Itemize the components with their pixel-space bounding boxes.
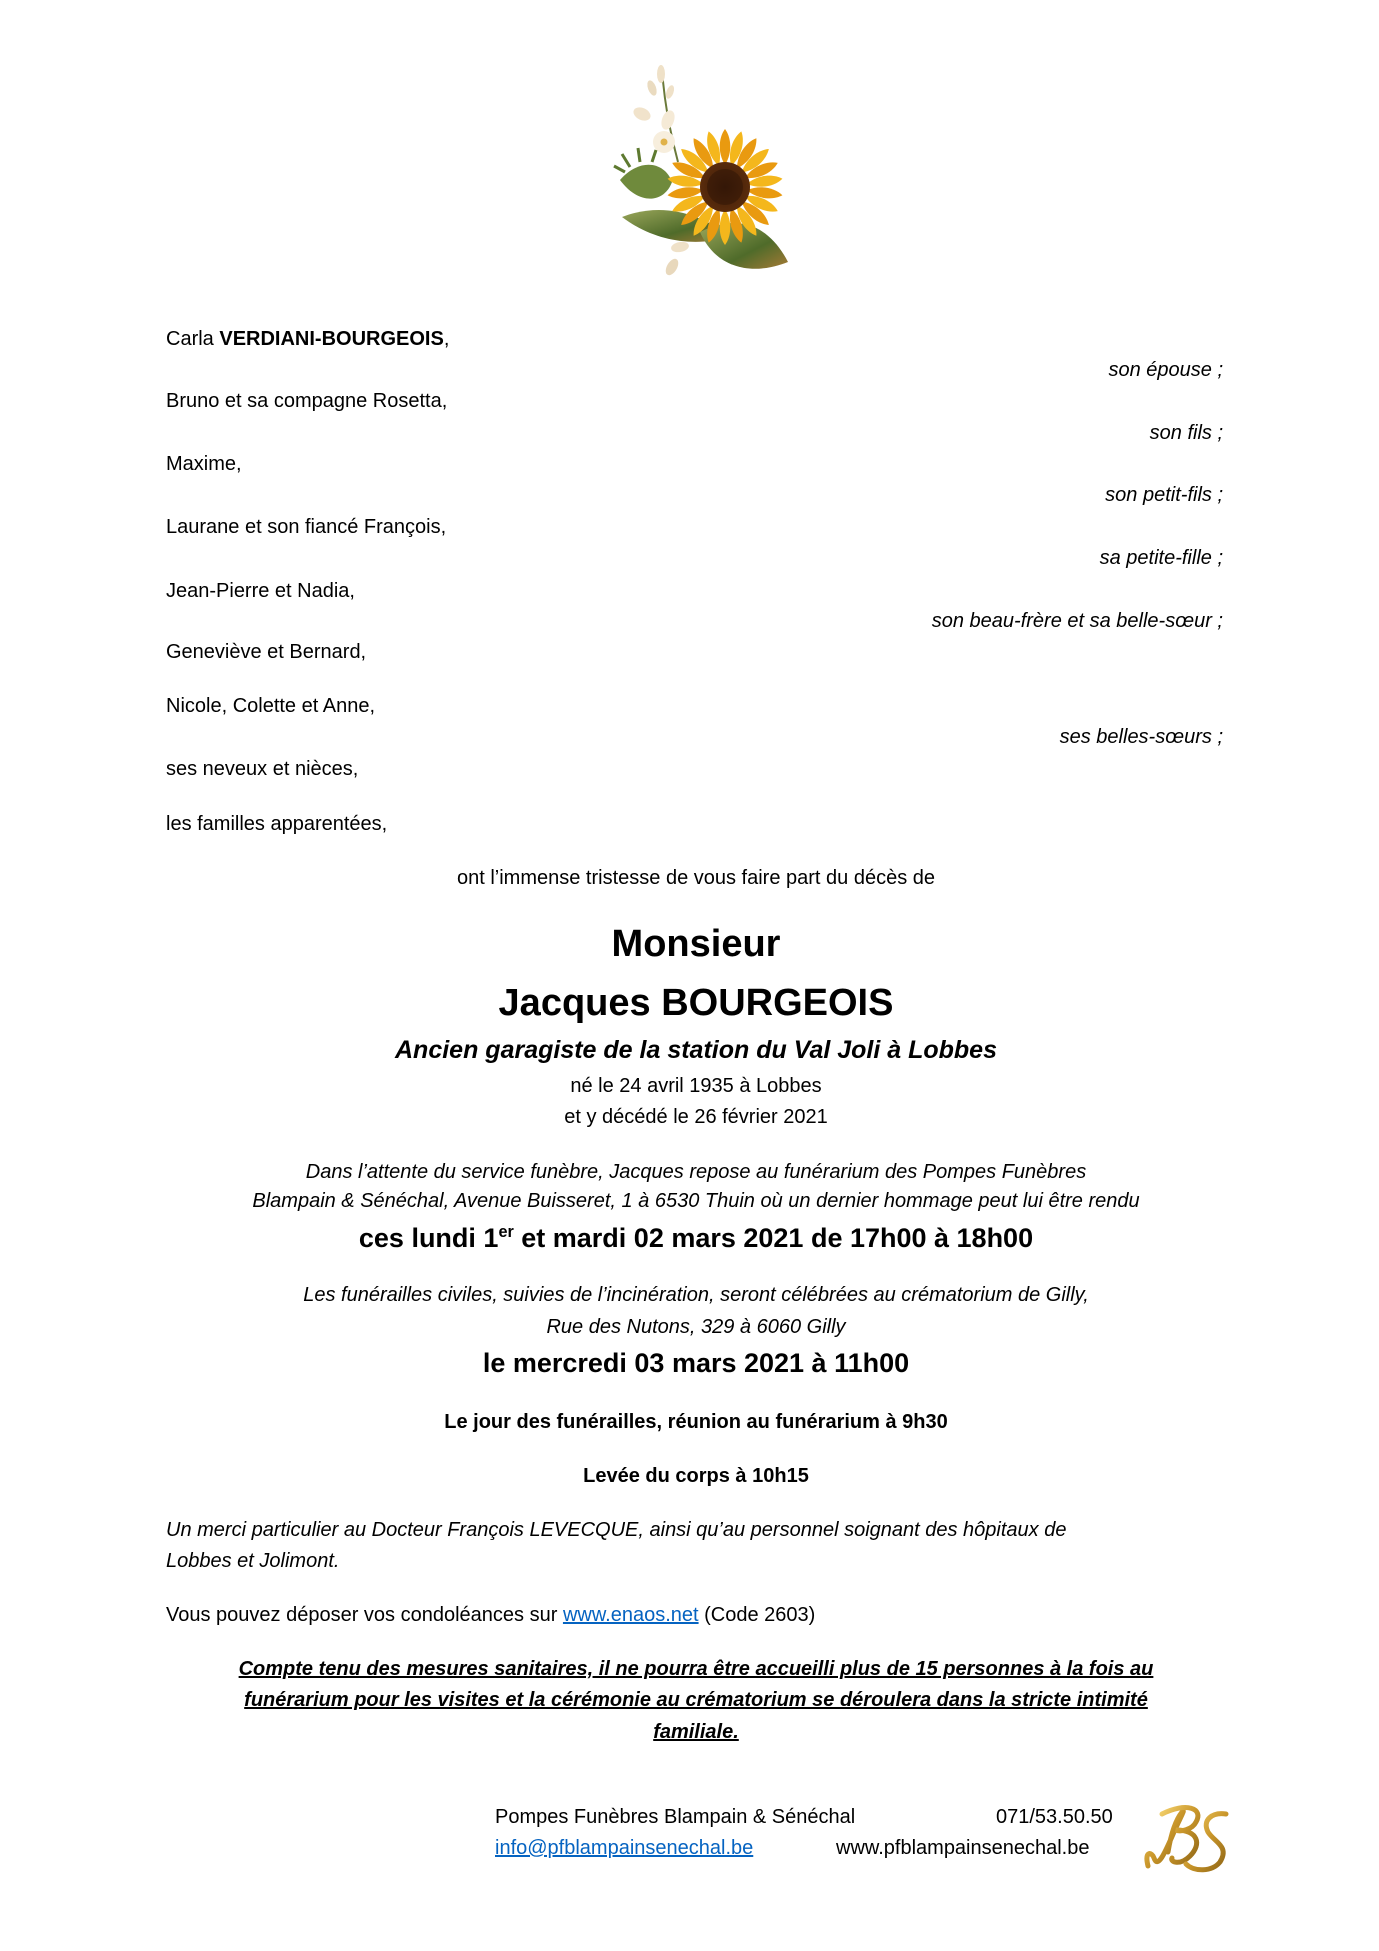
funeral-text-line1: Les funérailles civiles, suivies de l’incinération, seront célébrées au crématorium de Gilly, [303, 1284, 1089, 1306]
family-line: les familles apparentées, [166, 813, 388, 835]
family-line: Maxime, [166, 453, 242, 475]
condolences-text [166, 1605, 815, 1625]
thanks-line1: Un merci particulier au Docteur François LEVECQUE, ainsi qu’au personnel soignant des hôpitaux de [166, 1519, 1067, 1541]
funeral-meeting: Le jour des funérailles, réunion au funérarium à 9h30 [444, 1411, 948, 1433]
family-line: Geneviève et Bernard, [166, 641, 367, 663]
visitation-text-line2: Blampain & Sénéchal, Avenue Buisseret, 1 à 6530 Thuin où un dernier hommage peut lui être rendu [252, 1190, 1140, 1212]
enaos-link[interactable]: www.enaos.net [562, 1604, 699, 1626]
relation-granddaughter: sa petite-fille ; [1099, 547, 1223, 569]
footer-website: www.pfblampainsenechal.be [836, 1837, 1090, 1859]
bs-monogram-logo [1140, 1800, 1240, 1880]
family-line: Nicole, Colette et Anne, [166, 695, 376, 717]
spouse-last-name: VERDIANI-BOURGEOIS [219, 328, 444, 350]
sanitary-notice-line2: funérarium pour les visites et la cérémonie au crématorium se déroulera dans la stricte intimité [244, 1689, 1148, 1711]
visitation-text-line1: Dans l’attente du service funèbre, Jacques repose au funérarium des Pompes Funèbres [305, 1161, 1087, 1183]
relation-grandson: son petit-fils ; [1105, 484, 1223, 506]
family-line: Laurane et son fiancé François, [166, 516, 447, 538]
deceased-name: Jacques BOURGEOIS [498, 982, 894, 1024]
deceased-description: Ancien garagiste de la station du Val Joli à Lobbes [395, 1036, 997, 1064]
sanitary-notice-line1: Compte tenu des mesures sanitaires, il ne pourra être accueilli plus de 15 personnes à la fois au [238, 1658, 1154, 1680]
family-line: Bruno et sa compagne Rosetta, [166, 390, 448, 412]
announcement-text: ont l’immense tristesse de vous faire part du décès de [456, 867, 936, 889]
birth-info: né le 24 avril 1935 à Lobbes [570, 1075, 822, 1097]
thanks-line2: Lobbes et Jolimont. [166, 1550, 340, 1572]
visitation-date-pre: ces lundi 1 [358, 1223, 499, 1253]
relation-spouse: son épouse ; [1108, 359, 1223, 381]
death-info: et y décédé le 26 février 2021 [564, 1106, 828, 1128]
spouse-first-name: Carla [166, 328, 220, 350]
ordinal-superscript: er [498, 1223, 514, 1241]
relation-in-laws: son beau-frère et sa belle-sœur ; [931, 610, 1223, 632]
spouse-comma: , [443, 328, 450, 350]
deceased-title: Monsieur [611, 923, 781, 965]
sunflower-illustration [600, 62, 800, 287]
family-spouse [166, 329, 449, 349]
funeral-address: Rue des Nutons, 329 à 6060 Gilly [546, 1316, 846, 1338]
levee-du-corps: Levée du corps à 10h15 [583, 1465, 809, 1487]
footer-phone: 071/53.50.50 [996, 1806, 1113, 1828]
family-line: Jean-Pierre et Nadia, [166, 580, 355, 602]
sanitary-notice-line3: familiale. [653, 1721, 739, 1743]
condolences-code: (Code 2603) [698, 1604, 816, 1626]
relation-son: son fils ; [1149, 422, 1223, 444]
sunflower-petal [720, 129, 731, 165]
funeral-date: le mercredi 03 mars 2021 à 11h00 [482, 1348, 910, 1378]
footer-company: Pompes Funèbres Blampain & Sénéchal [495, 1806, 856, 1828]
footer-email-link[interactable]: info@pfblampainsenechal.be [495, 1837, 754, 1859]
condolences-pre: Vous pouvez déposer vos condoléances sur [166, 1604, 563, 1626]
visitation-date-post: et mardi 02 mars 2021 de 17h00 à 18h00 [513, 1223, 1034, 1253]
family-line: ses neveux et nièces, [166, 758, 359, 780]
visitation-dates [0, 1225, 1379, 1252]
relation-sisters-in-law: ses belles-sœurs ; [1059, 726, 1223, 748]
